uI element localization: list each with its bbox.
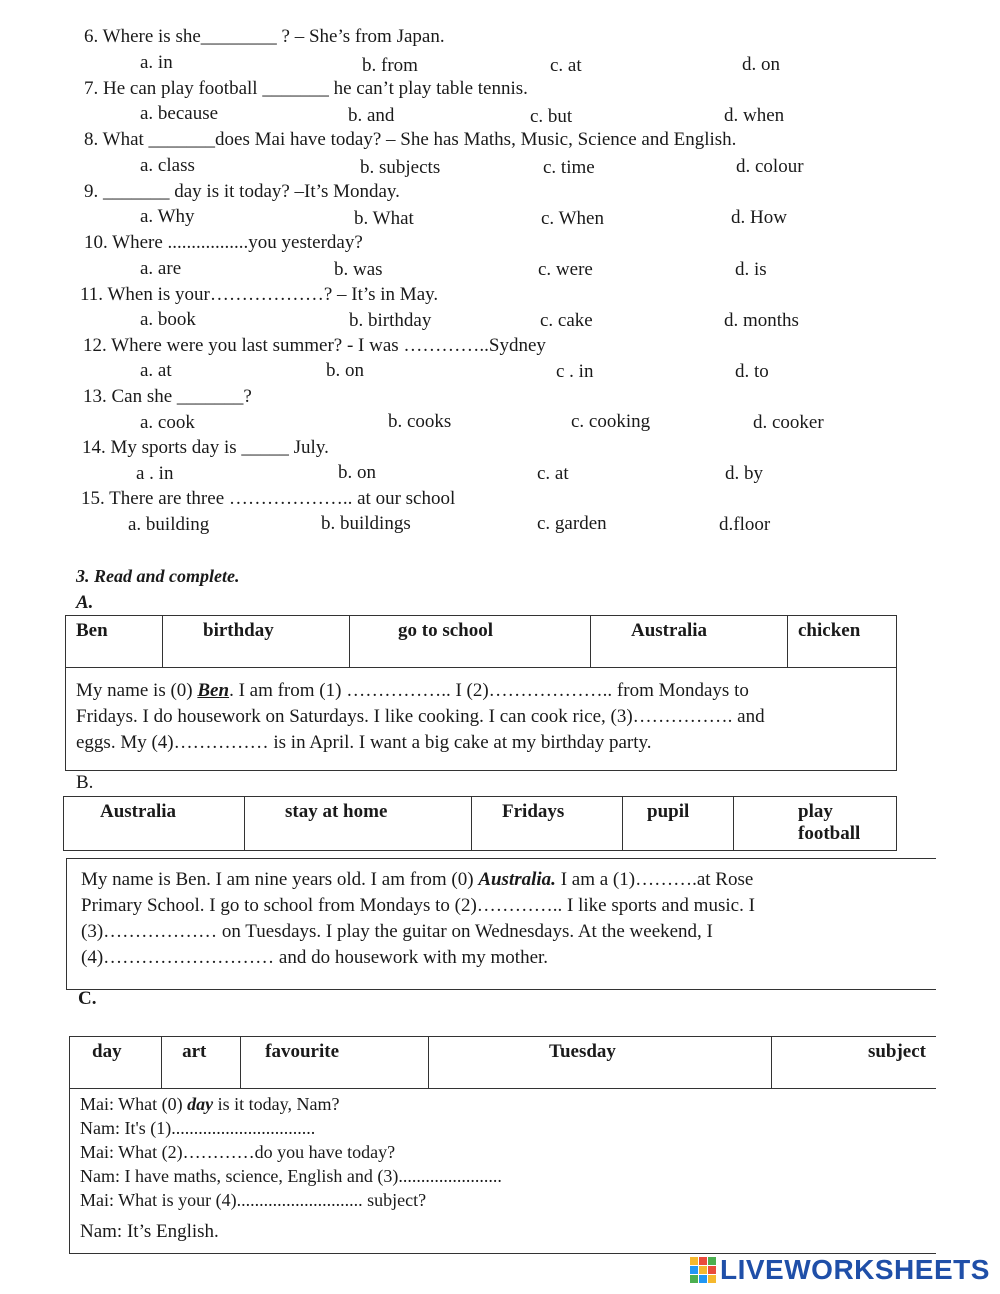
passage-line: Fridays. I do housework on Saturdays. I like cooking. I can cook rice, (3)……………. and <box>76 706 765 727</box>
question-stem: 12. Where were you last summer? - I was …………..Sydney <box>83 335 546 356</box>
option-c: c. but <box>530 106 573 127</box>
option-d: d. is <box>735 259 767 280</box>
option-d: d. How <box>731 207 787 228</box>
word-box-c <box>69 1036 936 1089</box>
word-cell: subject <box>771 1037 936 1089</box>
logo-text: LIVEWORKSHEETS <box>720 1254 990 1285</box>
passage-line: eggs. My (4)…………… is in April. I want a big cake at my birthday party. <box>76 732 652 753</box>
word-cell: Tuesday <box>429 1037 772 1089</box>
dialogue-line: Nam: I have maths, science, English and (3)....................... <box>80 1166 502 1186</box>
option-c: c. at <box>550 55 582 76</box>
example-answer: Australia. <box>478 869 556 890</box>
word-cell: art <box>162 1037 241 1089</box>
option-a: a. at <box>140 360 172 381</box>
word-box-b <box>63 796 897 851</box>
passage-line: Primary School. I go to school from Mondays to (2)………….. I like sports and music. I <box>81 895 755 916</box>
option-d: d. months <box>724 310 799 331</box>
word-cell: day <box>70 1037 162 1089</box>
word-cell: birthday <box>163 616 350 668</box>
word-cell: Ben <box>66 616 163 668</box>
option-c: c. garden <box>537 513 607 534</box>
option-b: b. from <box>362 55 418 76</box>
section-title: 3. Read and complete. <box>76 566 240 586</box>
question-stem: 7. He can play football _______ he can’t play table tennis. <box>84 78 528 99</box>
question-stem: 14. My sports day is _____ July. <box>82 437 329 458</box>
question-stem: 11. When is your………………? – It’s in May. <box>80 284 439 305</box>
option-a: a. Why <box>140 206 195 227</box>
word-cell: stay at home <box>245 797 472 851</box>
dialogue-text: Mai: What (0) <box>80 1094 188 1114</box>
question-stem: 8. What _______does Mai have today? – She has Maths, Music, Science and English. <box>84 129 737 150</box>
word-cell: Australia <box>591 616 788 668</box>
option-a: a. cook <box>140 412 195 433</box>
passage-b <box>66 858 936 990</box>
word-cell: play football <box>734 797 897 851</box>
passage-text: I am a (1)……….at Rose <box>555 869 754 890</box>
question-stem: 9. _______ day is it today? –It’s Monday. <box>84 181 400 202</box>
option-a: a. are <box>140 258 182 279</box>
dialogue-line: Nam: It's (1)................................ <box>80 1118 316 1138</box>
word-cell: favourite <box>241 1037 429 1089</box>
option-b: b. buildings <box>321 513 411 534</box>
word-box-a <box>65 615 897 668</box>
option-b: b. subjects <box>360 157 441 178</box>
option-c: c. time <box>543 157 595 178</box>
passage-text: My name is (0) <box>76 680 198 701</box>
word-cell: go to school <box>350 616 591 668</box>
passage-line <box>81 867 926 893</box>
option-a: a. building <box>128 514 210 535</box>
dialogue-c <box>69 1088 936 1254</box>
option-d: d. on <box>742 54 780 75</box>
option-c: c. were <box>538 259 593 280</box>
part-a-label: A. <box>76 592 94 613</box>
part-b-label: B. <box>76 772 94 793</box>
option-c: c. cooking <box>571 411 651 432</box>
option-d: d. by <box>725 463 763 484</box>
option-d: d. to <box>735 361 769 382</box>
dialogue-line: Mai: What is your (4)............................ subject? <box>80 1190 427 1210</box>
passage-line: (4)……………………… and do housework with my mother. <box>81 947 549 968</box>
dialogue-text: is it today, Nam? <box>213 1094 340 1114</box>
dialogue-line <box>80 1092 926 1116</box>
option-b: b. on <box>338 462 376 483</box>
example-answer: Ben <box>197 680 230 701</box>
option-b: b. cooks <box>388 411 452 432</box>
question-stem: 10. Where .................you yesterday? <box>84 232 363 253</box>
word-cell: Fridays <box>472 797 623 851</box>
option-b: b. What <box>354 208 414 229</box>
option-b: b. was <box>334 259 383 280</box>
passage-a <box>65 667 897 771</box>
word-cell: pupil <box>623 797 734 851</box>
option-b: b. birthday <box>349 310 432 331</box>
dialogue-line: Nam: It’s English. <box>80 1221 219 1242</box>
passage-text: . I am from (1) …………….. I (2)……………….. from Mondays to <box>229 680 749 701</box>
option-a: a. book <box>140 309 196 330</box>
question-stem: 15. There are three ……………….. at our school <box>81 488 456 509</box>
passage-line <box>76 678 886 704</box>
option-a: a. in <box>140 52 173 73</box>
part-c-label: C. <box>78 988 97 1009</box>
passage-text: My name is Ben. I am nine years old. I am from (0) <box>81 869 479 890</box>
question-stem: 13. Can she _______? <box>83 386 252 407</box>
option-c: c . in <box>556 361 594 382</box>
word-cell: Australia <box>64 797 245 851</box>
example-answer: day <box>187 1094 214 1114</box>
option-d: d. when <box>724 105 785 126</box>
option-a: a. class <box>140 155 195 176</box>
option-d: d. cooker <box>753 412 824 433</box>
question-stem: 6. Where is she________ ? – She’s from Japan. <box>84 26 445 47</box>
option-b: b. on <box>326 360 364 381</box>
option-a: a . in <box>136 463 174 484</box>
word-cell: chicken <box>788 616 897 668</box>
option-c: c. cake <box>540 310 593 331</box>
logo-grid-icon <box>690 1257 716 1283</box>
option-c: c. When <box>541 208 604 229</box>
dialogue-line: Mai: What (2)…………do you have today? <box>80 1142 396 1162</box>
passage-line: (3)……………… on Tuesdays. I play the guitar on Wednesdays. At the weekend, I <box>81 921 713 942</box>
option-d: d. colour <box>736 156 804 177</box>
liveworksheets-logo <box>690 1254 990 1286</box>
option-c: c. at <box>537 463 569 484</box>
option-b: b. and <box>348 105 395 126</box>
option-d: d.floor <box>719 514 771 535</box>
option-a: a. because <box>140 103 219 124</box>
